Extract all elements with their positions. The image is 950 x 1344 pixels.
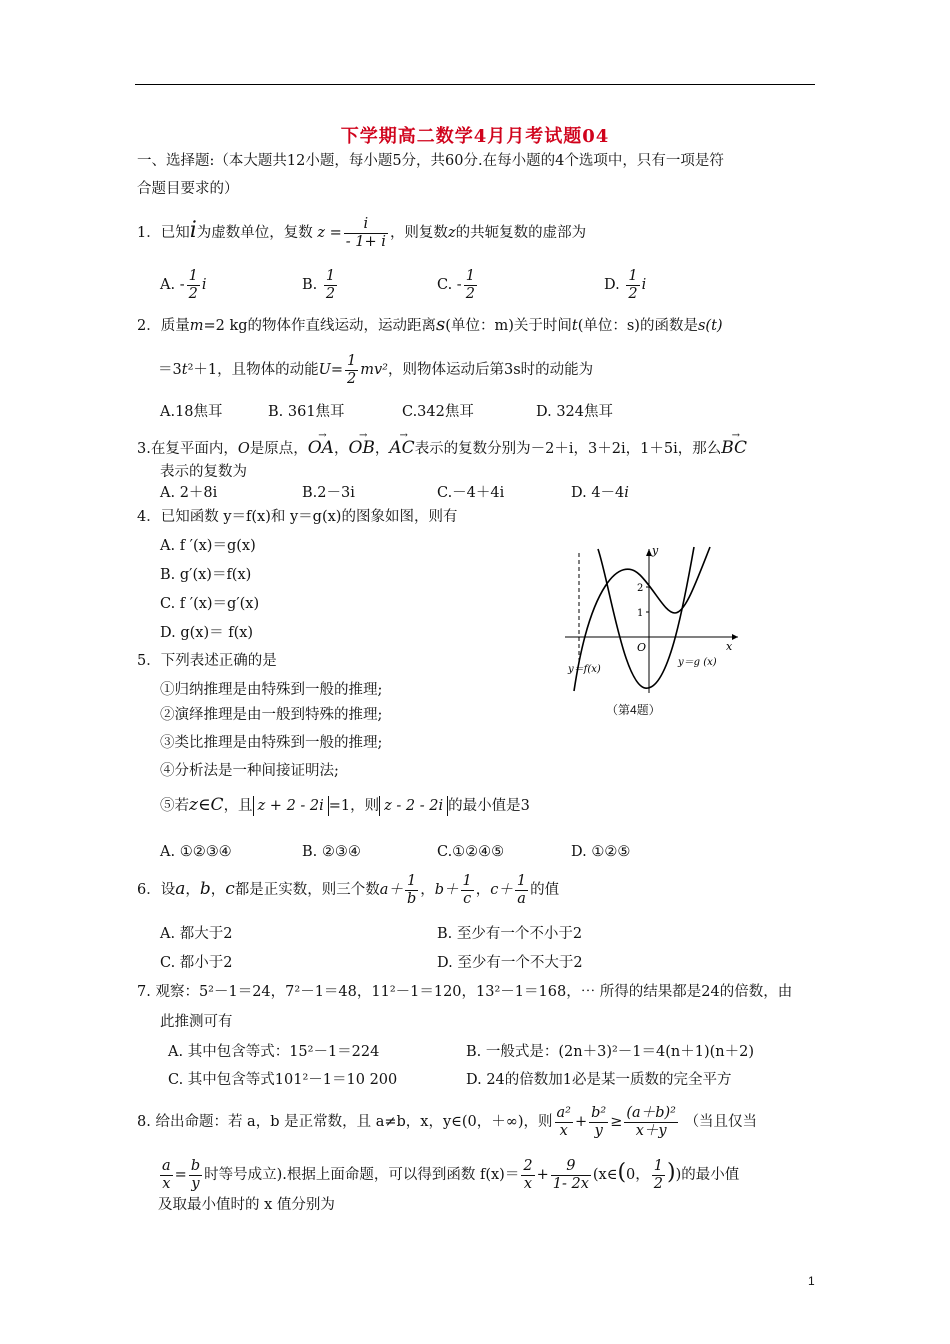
question-7-line2: 此推测可有	[160, 1014, 233, 1030]
question-4-stem: 4．已知函数 y＝f(x)和 y＝g(x)的图象如图，则有	[137, 509, 458, 525]
q7-option-a[interactable]: A. 其中包含等式：15²－1＝224	[168, 1044, 380, 1060]
q5-statement-4: ④分析法是一种间接证明法;	[160, 763, 339, 779]
q1-option-d[interactable]: D. $\frac{1}{2}$ i	[604, 267, 647, 302]
question-1-stem: 1．已知i为虚数单位，复数 z = $\frac{i}{- 1+ i}$ ，则复数z的共轭复数的虚部为	[137, 215, 587, 250]
origin-label: O	[637, 641, 647, 654]
q4-option-b[interactable]: B. g′(x)＝f(x)	[160, 567, 252, 583]
label-g: y＝g (x)	[678, 657, 717, 668]
q1-option-c[interactable]: C. - $\frac{1}{2}$	[437, 267, 475, 302]
x-axis-arrow-icon	[732, 634, 738, 640]
y-axis-label: y	[652, 545, 659, 557]
q2-option-b[interactable]: B. 361焦耳	[268, 404, 345, 420]
q5-option-a[interactable]: A. ①②③④	[160, 844, 232, 860]
q5-option-d[interactable]: D. ①②⑤	[571, 844, 631, 860]
q5-statement-3: ③类比推理是由特殊到一般的推理;	[160, 735, 383, 751]
q6-option-d[interactable]: D. 至少有一个不大于2	[437, 955, 583, 971]
q5-statement-5: ⑤若z∈C，且 z + 2 - 2i =1，则 z - 2 - 2i 的最小值是3	[160, 795, 530, 815]
q3-option-b[interactable]: B.2－3i	[302, 485, 355, 501]
page-number: 1	[808, 1274, 815, 1288]
q2-option-c[interactable]: C.342焦耳	[402, 404, 474, 420]
question-2-line2: ＝3t²＋1，且物体的动能U= $\frac{1}{2}$ mv²，则物体运动后第3s时的动能为	[158, 352, 594, 387]
q1-option-a[interactable]: A. - $\frac{1}{2}$ i	[160, 267, 207, 302]
q6-option-b[interactable]: B. 至少有一个不小于2	[437, 926, 583, 942]
q7-option-b[interactable]: B. 一般式是：(2n＋3)²－1＝4(n＋1)(n＋2)	[466, 1044, 754, 1060]
q2-option-a[interactable]: A.18焦耳	[160, 404, 223, 420]
x-axis-label: x	[726, 640, 733, 653]
tick-label-2: 2	[637, 583, 644, 594]
question-8-line3: 及取最小值时的 x 值分别为	[158, 1197, 335, 1213]
page-title: 下学期高二数学4月月考试题04	[340, 126, 610, 147]
q1-fraction: $\frac{i}{- 1+ i}$	[345, 215, 386, 250]
q6-option-c[interactable]: C. 都小于2	[160, 955, 233, 971]
q4-option-c[interactable]: C. f ′(x)＝g′(x)	[160, 596, 260, 612]
q3-option-a[interactable]: A. 2＋8i	[160, 485, 218, 501]
q5-statement-2: ②演绎推理是由一般到特殊的推理;	[160, 707, 383, 723]
question-5-stem: 5．下列表述正确的是	[137, 653, 277, 669]
question-3-line1: 3.在复平面内，O是原点，→ OA，→ OB，→ AC表示的复数分别为－2＋i，3＋2i，1＋5i，那么→ BC	[137, 436, 747, 461]
q7-option-c[interactable]: C. 其中包含等式101²－1＝10 200	[168, 1072, 398, 1088]
figure-caption: （第4题）	[606, 703, 661, 717]
q5-option-b[interactable]: B. ②③④	[302, 844, 361, 860]
q5-option-c[interactable]: C.①②④⑤	[437, 844, 505, 860]
q7-option-d[interactable]: D. 24的倍数加1必是某一质数的完全平方	[466, 1072, 732, 1088]
q4-option-a[interactable]: A. f ′(x)＝g(x)	[160, 538, 256, 554]
q4-option-d[interactable]: D. g(x)＝ f(x)	[160, 625, 254, 641]
section-intro-line2: 合题目要求的）	[137, 181, 239, 197]
section-intro-line1: 一、选择题:（本大题共12小题，每小题5分，共60分.在每小题的4个选项中，只有一项是符	[137, 153, 724, 169]
q6-option-a[interactable]: A. 都大于2	[160, 926, 233, 942]
q5-statement-1: ①归纳推理是由特殊到一般的推理;	[160, 682, 383, 698]
label-f: y＝f(x)	[568, 664, 601, 675]
question-6-stem: 6．设a，b，c都是正实数，则三个数a＋ $\frac{1}{b}$ ，b＋ $\frac{1}{c}$ ，c＋ $\frac{1}{a}$ 的值	[137, 872, 560, 907]
tick-label-1: 1	[637, 608, 644, 619]
q3-option-d[interactable]: D. 4－4i	[571, 485, 629, 501]
question-3-line2: 表示的复数为	[160, 464, 247, 480]
question-7-line1: 7. 观察：5²－1＝24，7²－1＝48，11²－1＝120，13²－1＝168，⋯ 所得的结果都是24的倍数，由	[137, 984, 793, 1000]
q1-option-b[interactable]: B. $\frac{1}{2}$	[302, 267, 336, 302]
q3-option-c[interactable]: C.－4＋4i	[437, 485, 505, 501]
q2-option-d[interactable]: D. 324焦耳	[536, 404, 614, 420]
q4-function-graph	[560, 545, 745, 695]
question-8-line2: $\frac{a}{x}$ = $\frac{b}{y}$ 时等号成立).根据上面命题，可以得到函数 f(x)＝ $\frac{2}{x}$ + $\frac{9}{1- 2x}$ (x∈(0， $\frac{1}{2}$ ))的最小值	[162, 1157, 740, 1192]
question-8-line1: 8. 给出命题：若 a，b 是正常数，且 a≠b，x，y∈(0，＋∞)，则 $\frac{\text{a²}}{x}$ + $\frac{\text{b²}}{y}$ ≥ $\frac{\text{(a＋b)²}}{x+y}$ （当且仅当	[137, 1104, 758, 1139]
question-2-line1: 2．质量m=2 kg的物体作直线运动，运动距离s(单位：m)关于时间t(单位：s)的函数是s(t)	[137, 314, 723, 335]
header-rule	[135, 84, 815, 85]
